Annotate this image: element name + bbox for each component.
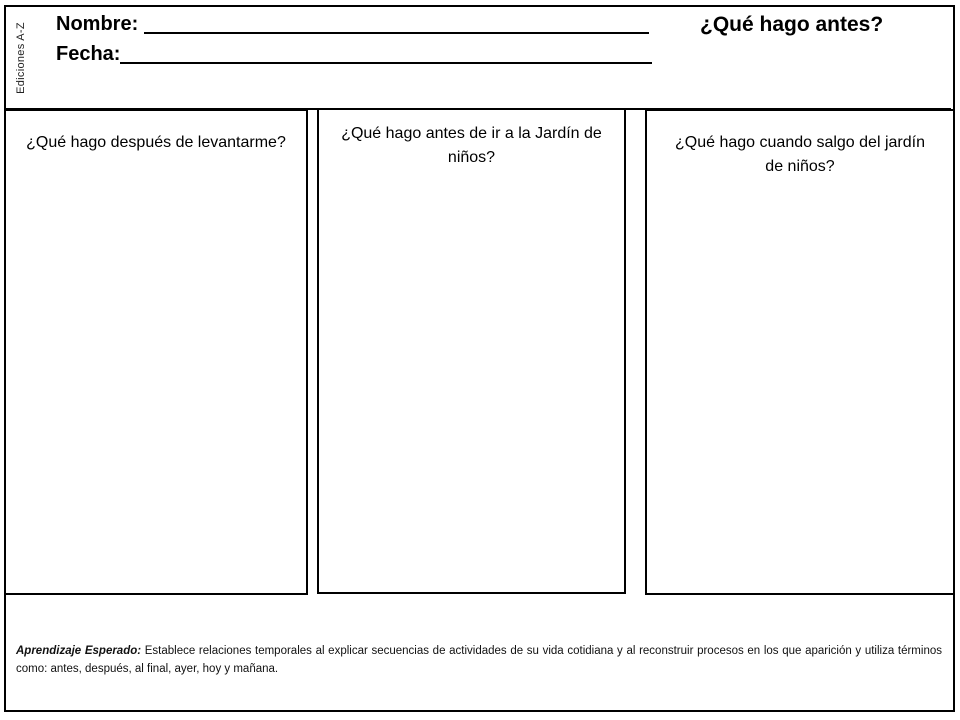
learning-outcome-note: [16, 642, 942, 678]
publisher-watermark: Ediciones A-Z: [15, 22, 27, 94]
question-after-kindergarten: ¿Qué hago cuando salgo del jardín de niños?: [675, 134, 925, 175]
date-field: [56, 43, 652, 66]
answer-box-before-kindergarten[interactable]: [317, 108, 626, 594]
answer-box-after-kindergarten[interactable]: [645, 109, 955, 595]
activity-title: ¿Qué hago antes?: [700, 13, 884, 36]
question-before-kindergarten: ¿Qué hago antes de ir a la Jardín de niños?: [341, 125, 602, 166]
question-after-waking: ¿Qué hago después de levantarme?: [26, 134, 286, 151]
learning-outcome-label: Aprendizaje Esperado:: [16, 645, 142, 657]
learning-outcome-text: Establece relaciones temporales al explicar secuencias de actividades de su vida cotidiana y al reconstruir procesos en los que aparición y utiliza términos como: antes, después, al final, ayer, hoy y mañana.: [16, 645, 942, 675]
date-label: Fecha:: [56, 43, 121, 65]
date-write-line[interactable]: [120, 58, 652, 64]
name-label: Nombre:: [56, 13, 139, 35]
answer-box-after-waking[interactable]: [4, 109, 308, 595]
name-write-line[interactable]: [144, 28, 649, 34]
name-field: [56, 13, 649, 36]
worksheet-header: [4, 5, 951, 110]
